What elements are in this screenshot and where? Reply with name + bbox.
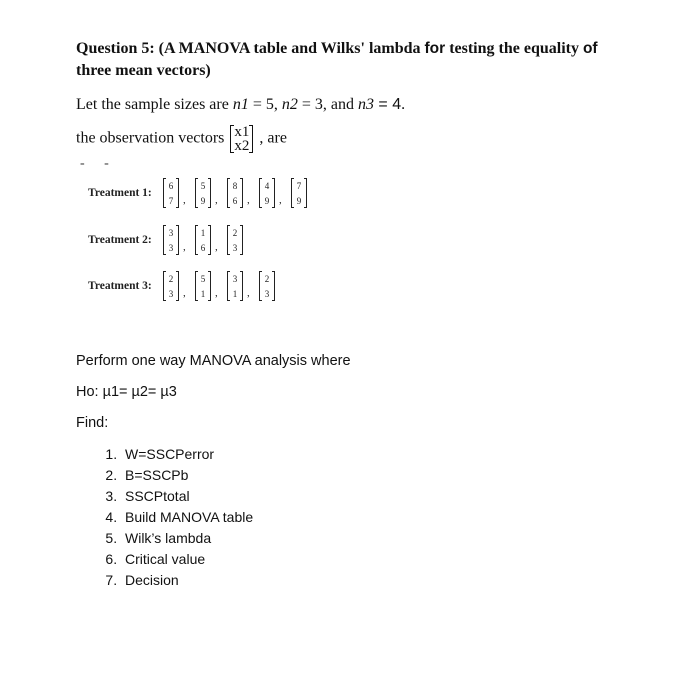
observation-vector: 1 6 — [195, 225, 211, 255]
separator: , — [247, 287, 250, 299]
observation-vector: 8 6 — [227, 178, 243, 208]
list-item: 5. Wilk’s lambda — [121, 528, 253, 549]
list-item: 4. Build MANOVA table — [121, 507, 253, 528]
treatment-row-1 — [88, 175, 311, 211]
list-item: 6. Critical value — [121, 549, 253, 570]
treatment-row-3 — [88, 268, 279, 304]
treatment-row-2 — [88, 222, 247, 258]
observation-vector: 4 9 — [259, 178, 275, 208]
list-item: 3. SSCPtotal — [121, 486, 253, 507]
observation-vector: 2 3 — [259, 271, 275, 301]
separator: , — [183, 287, 186, 299]
separator: , — [215, 194, 218, 206]
list-item: 2. B=SSCPb — [121, 465, 253, 486]
treatment-vectors — [163, 271, 279, 301]
separator: , — [215, 287, 218, 299]
observation-vector: 3 3 — [163, 225, 179, 255]
list-item: 1. W=SSCPerror — [121, 444, 253, 465]
list-item: 7. Decision — [121, 570, 253, 591]
null-hypothesis: Ho: µ1= µ2= µ3 — [76, 384, 177, 400]
observation-vectors-text: the observation vectors x1 x2 , are — [76, 124, 287, 154]
observation-vector: 7 9 — [291, 178, 307, 208]
dashes: - - — [80, 156, 117, 171]
treatment-label: Treatment 2: — [88, 234, 152, 246]
find-list — [76, 444, 253, 591]
separator: , — [183, 241, 186, 253]
analysis-instruction: Perform one way MANOVA analysis where — [76, 353, 351, 369]
treatment-vectors — [163, 178, 311, 208]
separator: , — [279, 194, 282, 206]
observation-vector: 3 1 — [227, 271, 243, 301]
observation-vector: 2 3 — [163, 271, 179, 301]
sample-sizes-text: Let the sample sizes are n1 = 5, n2 = 3, and n3 = 4. — [76, 96, 406, 113]
separator: , — [215, 241, 218, 253]
separator: , — [183, 194, 186, 206]
observation-vector: 5 1 — [195, 271, 211, 301]
question-title: Question 5: (A MANOVA table and Wilks' lambda for testing the equality of three mean vectors) — [76, 40, 598, 79]
treatment-label: Treatment 1: — [88, 187, 152, 199]
observation-vector: 2 3 — [227, 225, 243, 255]
observation-vector: 5 9 — [195, 178, 211, 208]
observation-vector: 6 7 — [163, 178, 179, 208]
find-label: Find: — [76, 415, 109, 431]
observation-vector: x1 x2 — [230, 125, 253, 153]
treatment-vectors — [163, 225, 247, 255]
separator: , — [247, 194, 250, 206]
treatment-label: Treatment 3: — [88, 280, 152, 292]
